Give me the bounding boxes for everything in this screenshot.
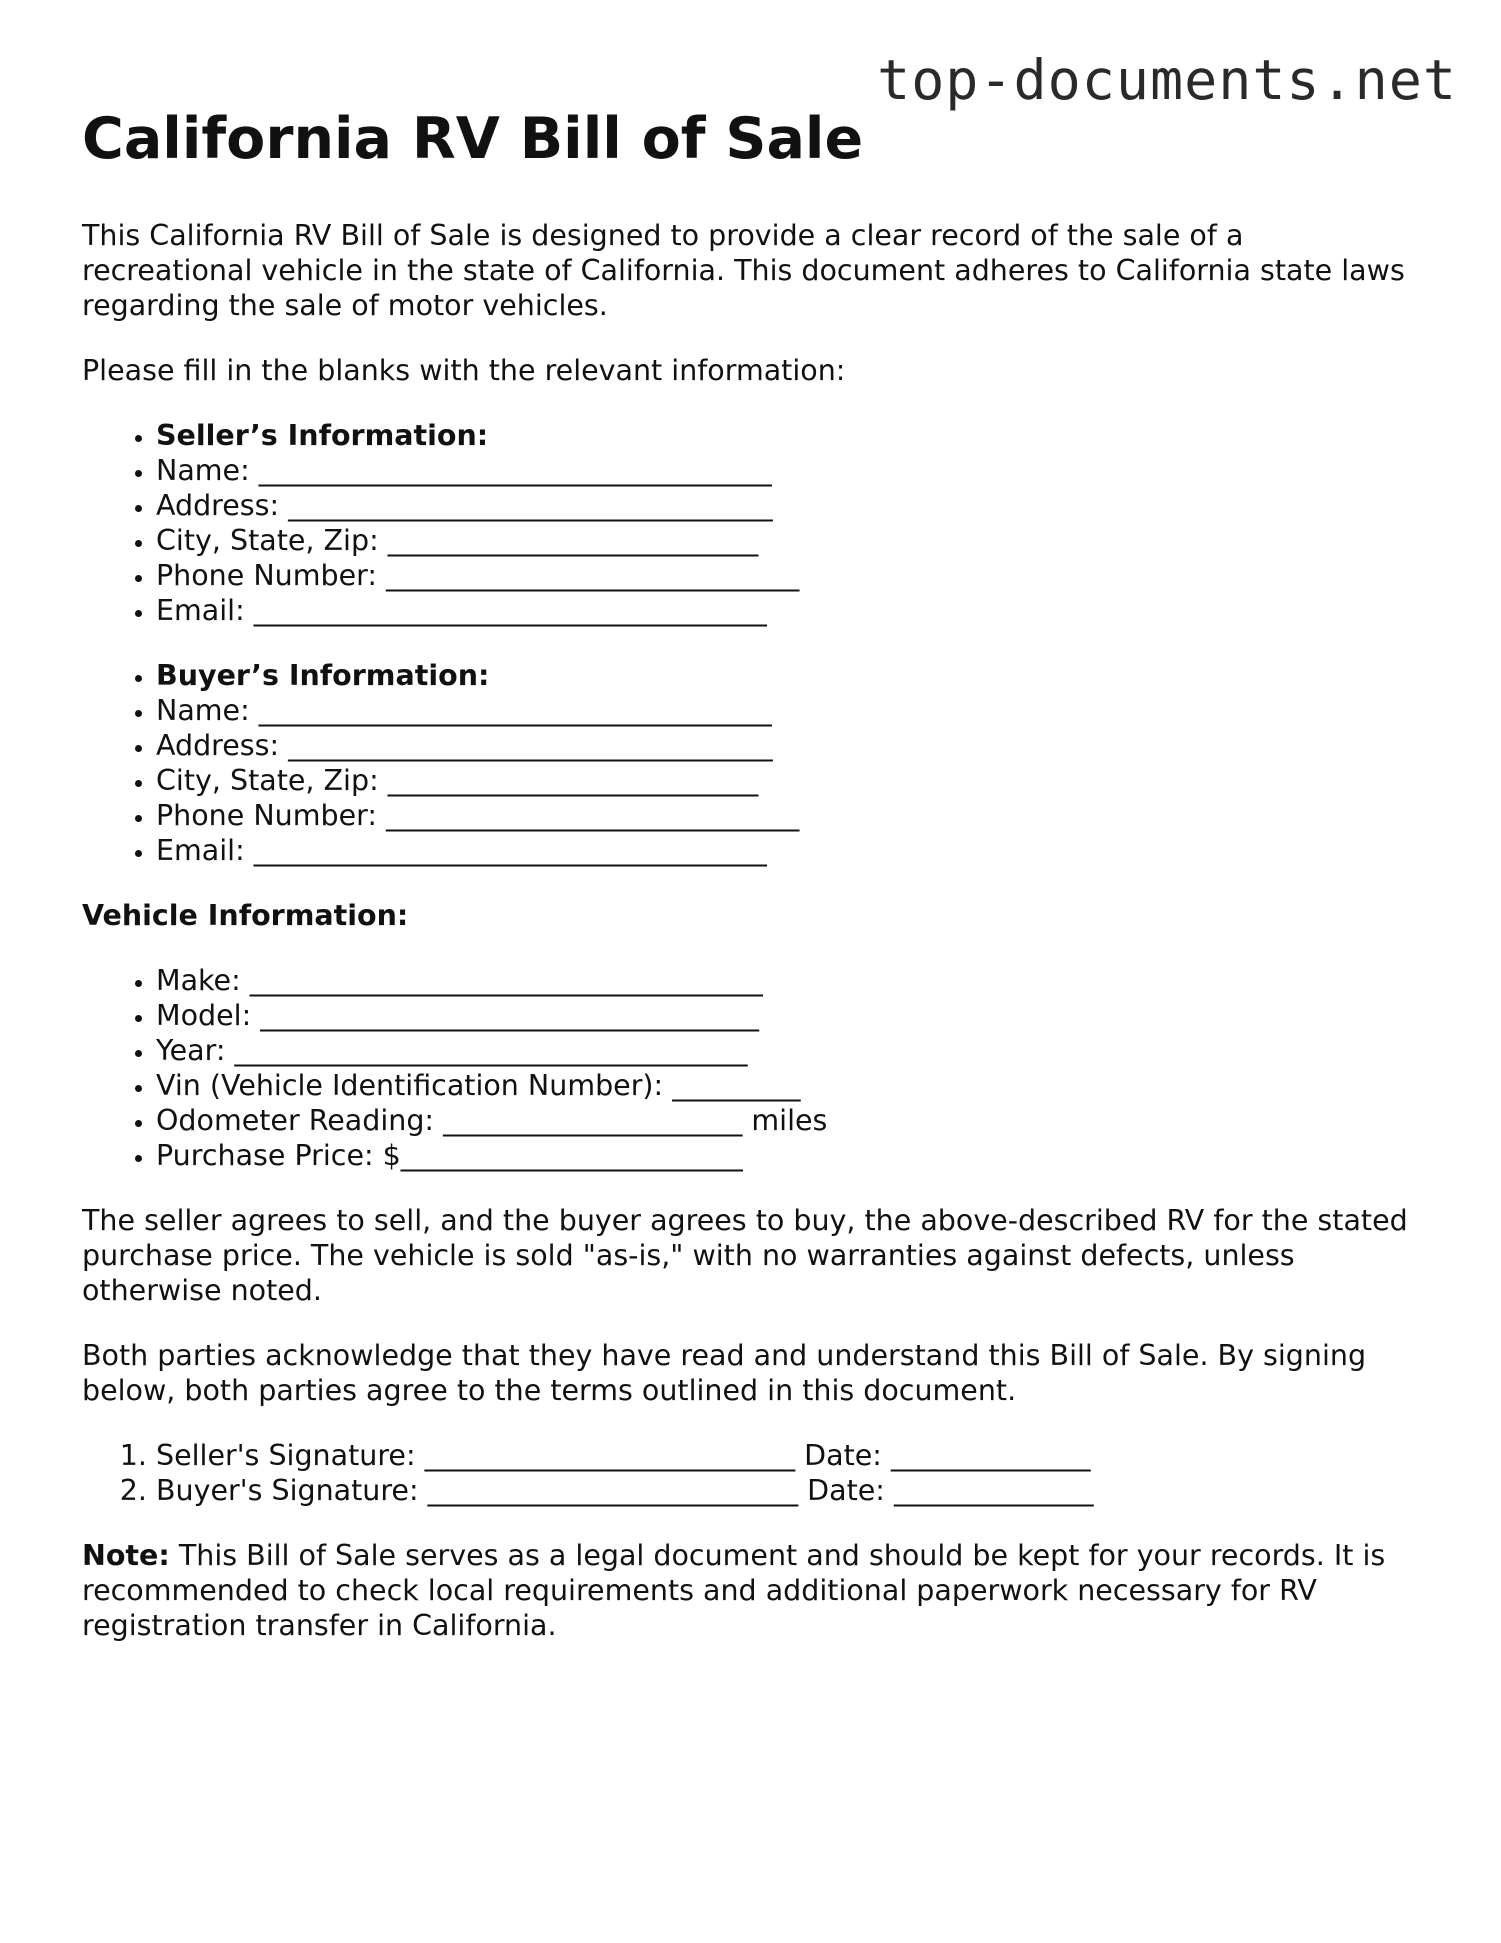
note-paragraph [82, 1538, 1422, 1643]
seller-city-state-zip-field[interactable]: • City, State, Zip: __________________________ [156, 523, 1422, 558]
vehicle-heading: Vehicle Information: [82, 899, 409, 932]
vehicle-price-field[interactable]: • Purchase Price: $________________________ [156, 1138, 1422, 1173]
seller-address-field[interactable]: • Address: __________________________________ [156, 488, 1422, 523]
agreement-paragraph: The seller agrees to sell, and the buyer agrees to buy, the above-described RV for the stated purchase price. The vehicle is sold "as-is," with no warranties against defects, unless otherwise noted. [82, 1204, 1408, 1307]
vehicle-year-field[interactable]: • Year: ____________________________________ [156, 1033, 1422, 1068]
vehicle-model-field[interactable]: • Model: ___________________________________ [156, 998, 1422, 1033]
seller-heading: • Seller’s Information: [156, 418, 1422, 453]
seller-signature-line[interactable]: 1. Seller's Signature: __________________________ Date: ______________ [156, 1438, 1422, 1473]
buyer-name-field[interactable]: • Name: ____________________________________ [156, 693, 1422, 728]
signature-list [82, 1438, 1422, 1508]
intro-paragraph: This California RV Bill of Sale is designed to provide a clear record of the sale of a recreational vehicle in the state of California. This document adheres to California state laws regarding the sale of motor vehicles. [82, 219, 1405, 322]
vehicle-odometer-field[interactable]: • Odometer Reading: _____________________ miles [156, 1103, 1422, 1138]
vehicle-make-field[interactable]: • Make: ____________________________________ [156, 963, 1422, 998]
watermark: top-documents.net [877, 48, 1457, 112]
note-text: This Bill of Sale serves as a legal document and should be kept for your records. It is recommended to check local requirements and additional paperwork necessary for RV registration transfer in California. [82, 1539, 1386, 1642]
buyer-email-field[interactable]: • Email: ____________________________________ [156, 833, 1422, 868]
buyer-heading: • Buyer’s Information: [156, 658, 1422, 693]
seller-name-field[interactable]: • Name: ____________________________________ [156, 453, 1422, 488]
acknowledgement-paragraph: Both parties acknowledge that they have read and understand this Bill of Sale. By signing below, both parties agree to the terms outlined in this document. [82, 1339, 1367, 1407]
buyer-address-field[interactable]: • Address: __________________________________ [156, 728, 1422, 763]
vehicle-vin-field[interactable]: • Vin (Vehicle Identification Number): _________ [156, 1068, 1422, 1103]
buyer-signature-line[interactable]: 2. Buyer's Signature: __________________________ Date: ______________ [156, 1473, 1422, 1508]
buyer-phone-field[interactable]: • Phone Number: _____________________________ [156, 798, 1422, 833]
instructions-paragraph: Please fill in the blanks with the relevant information: [82, 354, 846, 387]
seller-info-list [82, 418, 1422, 628]
buyer-city-state-zip-field[interactable]: • City, State, Zip: __________________________ [156, 763, 1422, 798]
seller-email-field[interactable]: • Email: ____________________________________ [156, 593, 1422, 628]
note-label: Note: [82, 1539, 170, 1572]
seller-phone-field[interactable]: • Phone Number: _____________________________ [156, 558, 1422, 593]
document-title: California RV Bill of Sale [82, 106, 864, 172]
document-page [82, 104, 1422, 1643]
vehicle-info-list [82, 963, 1422, 1173]
buyer-info-list [82, 658, 1422, 868]
